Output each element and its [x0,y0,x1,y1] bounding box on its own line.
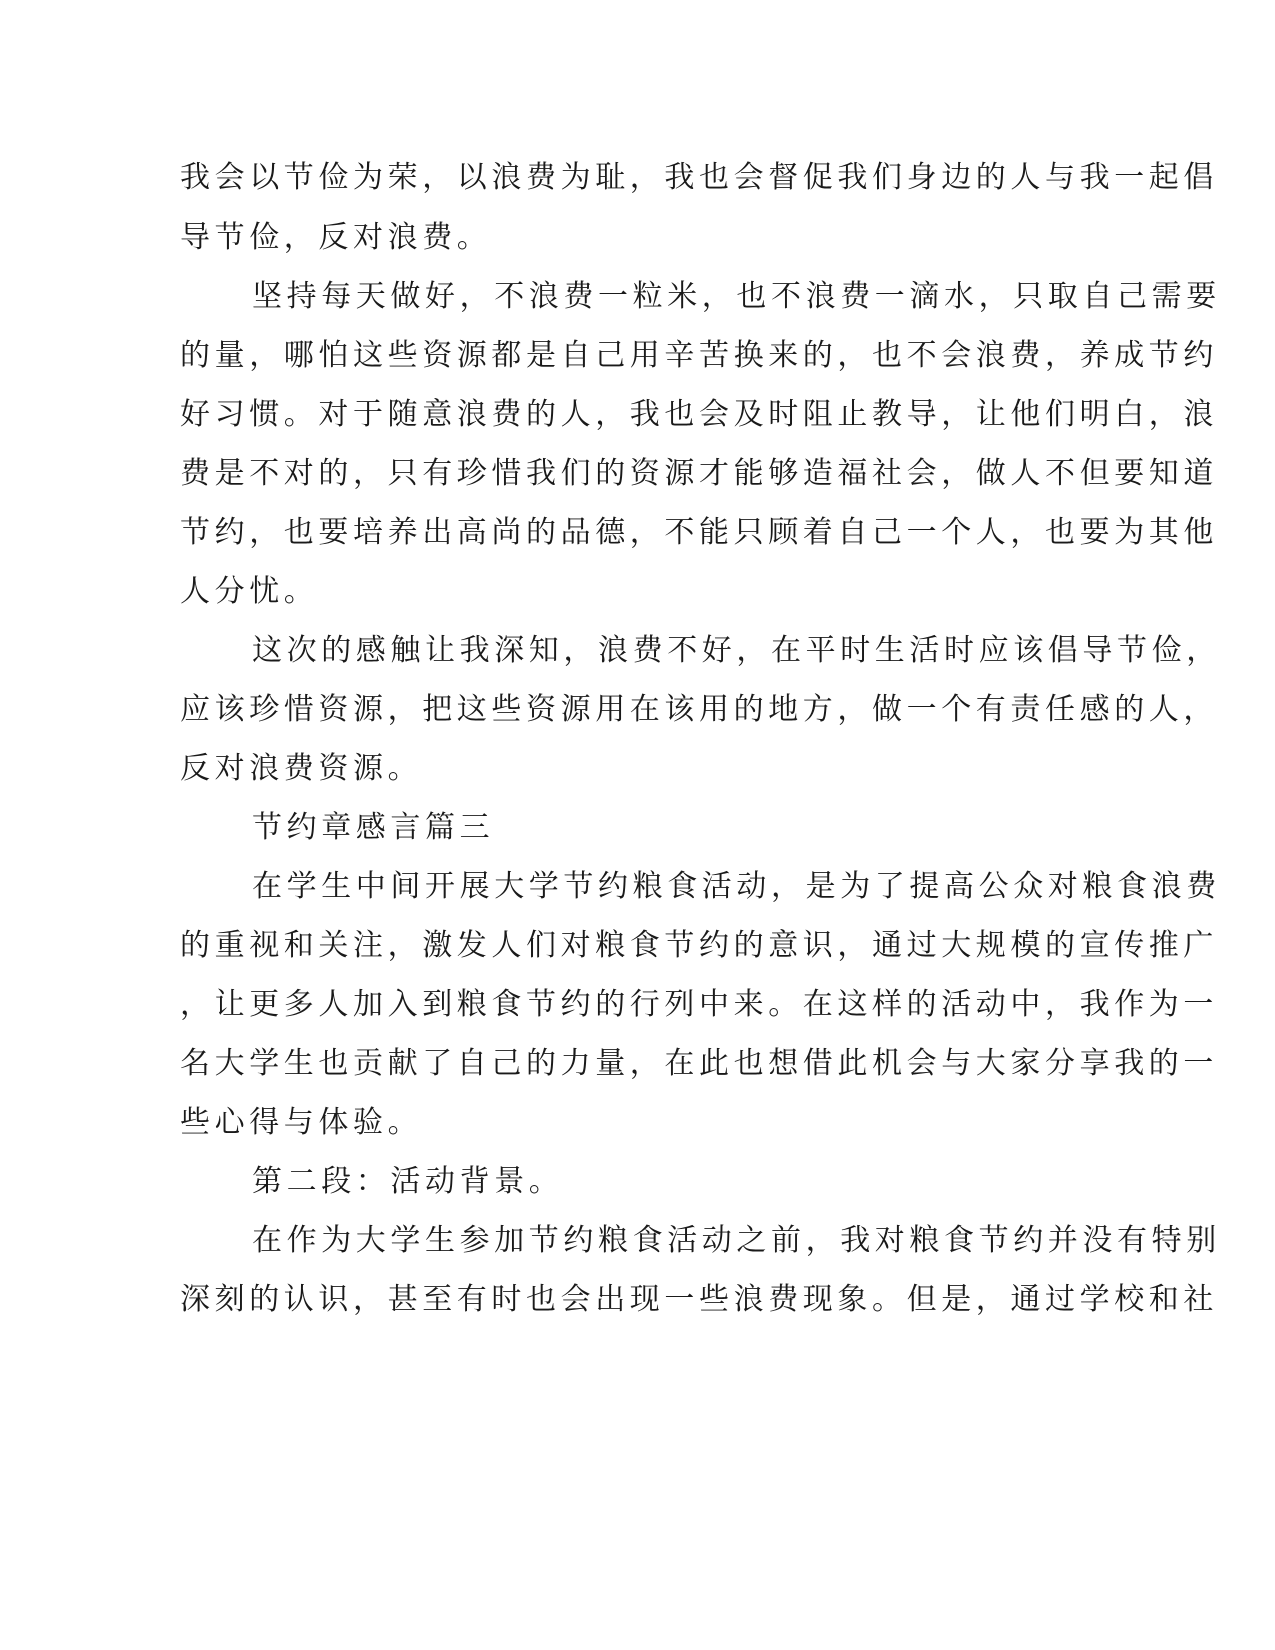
text-line: 应该珍惜资源，把这些资源用在该用的地方，做一个有责任感的人， [180,692,1218,727]
text-line: 导节俭，反对浪费。 [180,220,492,255]
text-line: 我会以节俭为荣，以浪费为耻，我也会督促我们身边的人与我一起倡 [180,160,1218,195]
text-line: 在作为大学生参加节约粮食活动之前，我对粮食节约并没有特别 [252,1223,1221,1258]
text-line: 这次的感触让我深知，浪费不好，在平时生活时应该倡导节俭， [252,633,1221,668]
text-line: 名大学生也贡献了自己的力量，在此也想借此机会与大家分享我的一 [180,1046,1218,1081]
text-line: 的重视和关注，激发人们对粮食节约的意识，通过大规模的宣传推广 [180,928,1218,963]
text-line: 好习惯。对于随意浪费的人，我也会及时阻止教导，让他们明白，浪 [180,397,1218,432]
section-heading: 第二段：活动背景。 [252,1164,564,1199]
text-line: 坚持每天做好，不浪费一粒米，也不浪费一滴水，只取自己需要 [252,279,1221,314]
text-line: ，让更多人加入到粮食节约的行列中来。在这样的活动中，我作为一 [180,987,1218,1022]
text-line: 在学生中间开展大学节约粮食活动，是为了提高公众对粮食浪费 [252,869,1221,904]
text-line: 深刻的认识，甚至有时也会出现一些浪费现象。但是，通过学校和社 [180,1282,1218,1317]
text-line: 费是不对的，只有珍惜我们的资源才能够造福社会，做人不但要知道 [180,456,1218,491]
text-line: 些心得与体验。 [180,1105,423,1140]
text-line: 人分忧。 [180,574,319,609]
text-line: 节约，也要培养出高尚的品德，不能只顾着自己一个人，也要为其他 [180,515,1218,550]
section-heading: 节约章感言篇三 [252,810,495,845]
text-line: 反对浪费资源。 [180,751,423,786]
text-line: 的量，哪怕这些资源都是自己用辛苦换来的，也不会浪费，养成节约 [180,338,1218,373]
